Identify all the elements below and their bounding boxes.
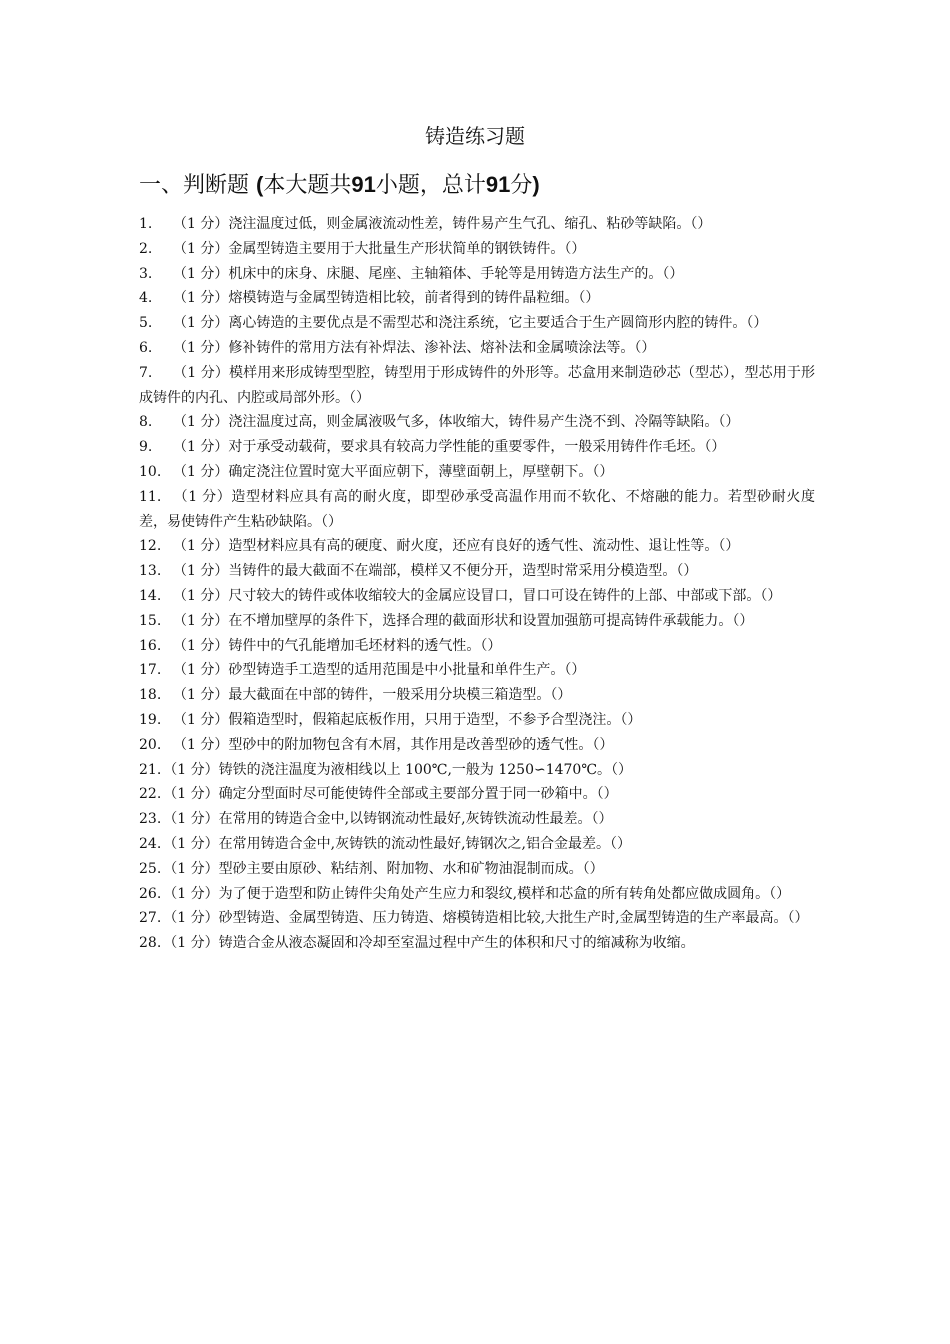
question-text: （1 分）铸造合金从液态凝固和冷却至室温过程中产生的体积和尺寸的缩减称为收缩。 bbox=[163, 935, 695, 952]
question-text: （1 分）确定浇注位置时宽大平面应朝下，薄壁面朝上，厚壁朝下。（） bbox=[173, 463, 614, 480]
question-item bbox=[139, 683, 815, 708]
question-text: （1 分）铸件中的气孔能增加毛坯材料的透气性。（） bbox=[173, 637, 502, 654]
question-number: 19. bbox=[139, 711, 162, 728]
question-number: 23. bbox=[139, 811, 162, 828]
question-text: （1 分）尺寸较大的铸件或体收缩较大的金属应设冒口，冒口可设在铸件的上部、中部或下部。（） bbox=[173, 587, 782, 604]
question-item bbox=[139, 658, 815, 683]
section-mid3: 分 bbox=[510, 173, 533, 198]
question-text: （1 分）当铸件的最大截面不在端部，模样又不便分开，造型时常采用分模造型。（） bbox=[173, 563, 698, 580]
question-text: （1 分）在常用铸造合金中,灰铸铁的流动性最好,铸钢次之,铝合金最差。（） bbox=[163, 835, 631, 852]
question-number: 28. bbox=[139, 935, 162, 952]
question-text: （1 分）确定分型面时尽可能使铸件全部或主要部分置于同一砂箱中。（） bbox=[163, 786, 618, 803]
question-number: 26. bbox=[139, 885, 162, 902]
question-item bbox=[139, 460, 815, 485]
question-number: 11. bbox=[139, 488, 162, 505]
question-item bbox=[139, 534, 815, 559]
question-item bbox=[139, 733, 815, 758]
question-text: （1 分）造型材料应具有高的硬度、耐火度，还应有良好的透气性、流动性、退让性等。（） bbox=[173, 538, 740, 555]
section-heading bbox=[139, 168, 819, 199]
question-number: 18. bbox=[139, 687, 162, 704]
question-item bbox=[139, 782, 815, 807]
question-text: （1 分）铸铁的浇注温度为液相线以上 100℃,一般为 1250∽1470℃。（） bbox=[163, 761, 633, 778]
question-item bbox=[139, 212, 815, 237]
question-item bbox=[139, 262, 815, 287]
question-item bbox=[139, 336, 815, 361]
question-number: 13. bbox=[139, 563, 162, 580]
question-text: （1 分）浇注温度过低，则金属液流动性差，铸件易产生气孔、缩孔、粘砂等缺陷。（） bbox=[173, 216, 712, 232]
question-item bbox=[139, 485, 815, 535]
section-mid1: 本大题共 bbox=[263, 173, 352, 198]
question-number: 17. bbox=[139, 662, 162, 679]
question-number: 1. bbox=[139, 216, 153, 232]
question-text: （1 分）浇注温度过高，则金属液吸气多，体收缩大，铸件易产生浇不到、冷隔等缺陷。（） bbox=[173, 414, 740, 431]
question-text: （1 分）造型材料应具有高的耐火度，即型砂承受高温作用而不软化、不熔融的能力。若型砂耐火度差，易使铸件产生粘砂缺陷。（） bbox=[139, 488, 815, 530]
question-item bbox=[139, 758, 815, 783]
question-item bbox=[139, 584, 815, 609]
question-number: 10. bbox=[139, 463, 162, 480]
question-item bbox=[139, 857, 815, 882]
question-text: （1 分）型砂主要由原砂、粘结剂、附加物、水和矿物油混制而成。（） bbox=[163, 860, 604, 877]
question-item bbox=[139, 634, 815, 659]
question-item bbox=[139, 435, 815, 460]
question-text: （1 分）在常用的铸造合金中,以铸钢流动性最好,灰铸铁流动性最差。（） bbox=[163, 811, 613, 828]
question-number: 15. bbox=[139, 612, 162, 629]
question-number: 21. bbox=[139, 761, 162, 778]
question-number: 24. bbox=[139, 835, 162, 852]
question-number: 7. bbox=[139, 364, 153, 381]
question-item bbox=[139, 882, 815, 907]
question-item bbox=[139, 807, 815, 832]
question-text: （1 分）离心铸造的主要优点是不需型芯和浇注系统，它主要适合于生产圆筒形内腔的铸件。（） bbox=[173, 315, 768, 332]
question-text: （1 分）金属型铸造主要用于大批量生产形状简单的钢铁铸件。（） bbox=[173, 240, 586, 257]
question-text: （1 分）在不增加壁厚的条件下，选择合理的截面形状和设置加强筋可提高铸件承载能力。（） bbox=[173, 612, 754, 629]
question-item bbox=[139, 609, 815, 634]
section-count: 91 bbox=[351, 172, 376, 197]
section-paren-open: ( bbox=[256, 172, 264, 197]
question-number: 22. bbox=[139, 786, 162, 803]
question-item bbox=[139, 237, 815, 262]
question-item bbox=[139, 906, 815, 931]
question-item bbox=[139, 410, 815, 435]
question-number: 27. bbox=[139, 910, 162, 927]
question-item bbox=[139, 931, 815, 956]
question-text: （1 分）假箱造型时，假箱起底板作用，只用于造型，不参予合型浇注。（） bbox=[173, 711, 642, 728]
question-text: （1 分）砂型铸造手工造型的适用范围是中小批量和单件生产。（） bbox=[173, 662, 586, 679]
question-number: 2. bbox=[139, 240, 153, 257]
section-score: 91 bbox=[485, 172, 511, 197]
section-mid2: 小题，总计 bbox=[375, 173, 486, 198]
question-item bbox=[139, 559, 815, 584]
question-number: 4. bbox=[139, 290, 153, 307]
question-text: （1 分）对于承受动载荷，要求具有较高力学性能的重要零件，一般采用铸件作毛坯。（） bbox=[173, 439, 726, 456]
question-number: 25. bbox=[139, 860, 162, 877]
page-title: 铸造练习题 bbox=[425, 124, 525, 148]
question-number: 12. bbox=[139, 538, 162, 555]
question-number: 6. bbox=[139, 339, 153, 356]
question-text: （1 分）最大截面在中部的铸件，一般采用分块模三箱造型。（） bbox=[173, 687, 572, 704]
question-item bbox=[139, 708, 815, 733]
question-number: 5. bbox=[139, 315, 153, 332]
question-text: （1 分）型砂中的附加物包含有木屑，其作用是改善型砂的透气性。（） bbox=[173, 736, 614, 753]
section-prefix: 一、判断题 bbox=[139, 173, 250, 198]
question-list bbox=[139, 212, 815, 956]
question-number: 8. bbox=[139, 414, 153, 431]
question-item bbox=[139, 311, 815, 336]
question-number: 3. bbox=[139, 265, 153, 282]
question-text: （1 分）修补铸件的常用方法有补焊法、渗补法、熔补法和金属喷涂法等。（） bbox=[173, 339, 656, 356]
question-text: （1 分）模样用来形成铸型型腔，铸型用于形成铸件的外形等。芯盒用来制造砂芯（型芯），型芯用于形成铸件的内孔、内腔或局部外形。（） bbox=[139, 364, 815, 406]
question-number: 16. bbox=[139, 637, 162, 654]
question-text: （1 分）为了便于造型和防止铸件尖角处产生应力和裂纹,模样和芯盒的所有转角处都应做成圆角。（） bbox=[163, 885, 791, 902]
question-item bbox=[139, 832, 815, 857]
question-number: 20. bbox=[139, 736, 162, 753]
question-number: 14. bbox=[139, 587, 162, 604]
question-text: （1 分）熔模铸造与金属型铸造相比较，前者得到的铸件晶粒细。（） bbox=[173, 290, 600, 307]
question-text: （1 分）砂型铸造、金属型铸造、压力铸造、熔模铸造相比较,大批生产时,金属型铸造的生产率最高。（） bbox=[163, 910, 809, 927]
question-text: （1 分）机床中的床身、床腿、尾座、主轴箱体、手轮等是用铸造方法生产的。（） bbox=[173, 265, 684, 282]
question-item bbox=[139, 286, 815, 311]
question-number: 9. bbox=[139, 439, 153, 456]
question-item bbox=[139, 361, 815, 411]
section-paren-close: ) bbox=[532, 172, 540, 197]
